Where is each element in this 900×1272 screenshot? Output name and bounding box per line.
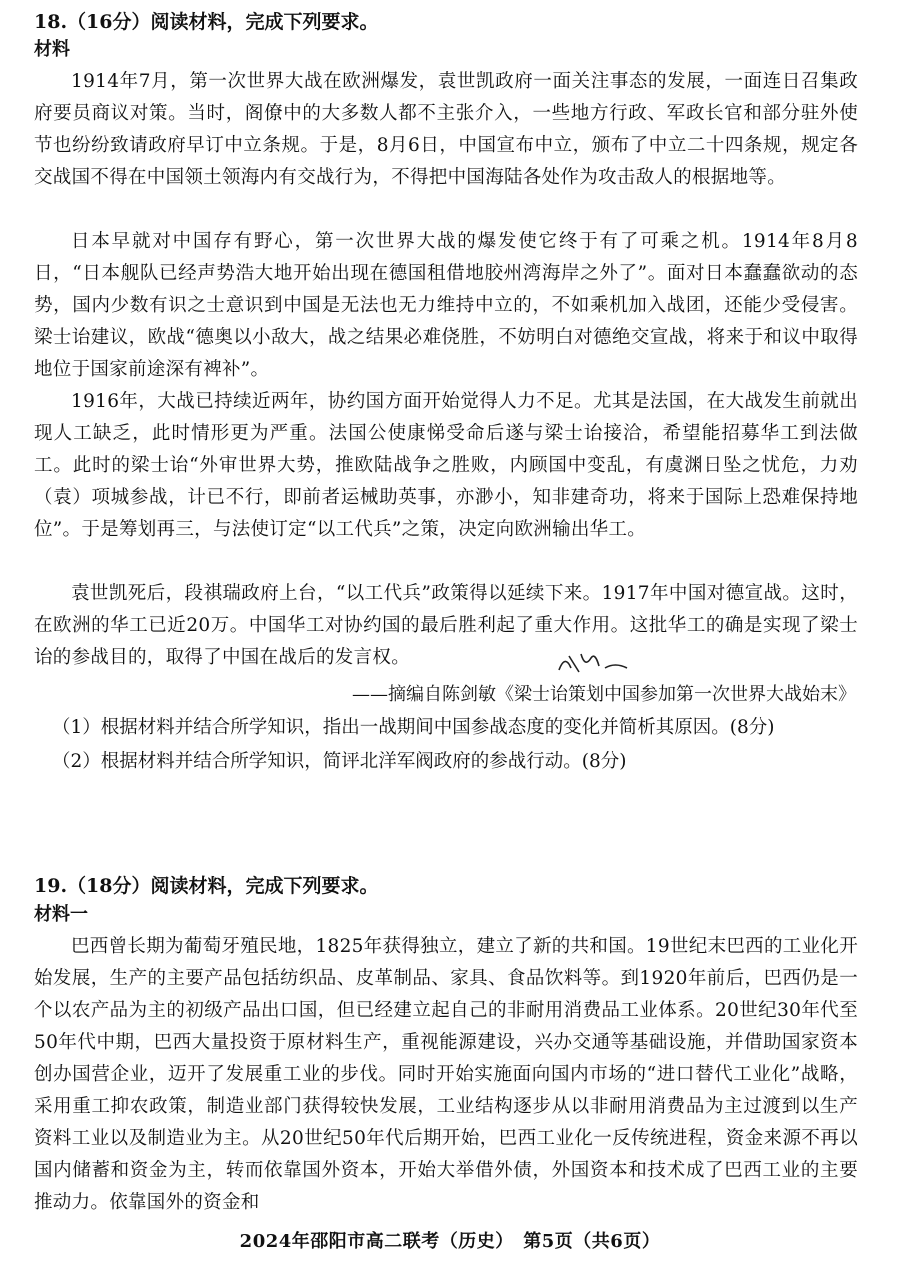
question-18-material-label: 材料 (34, 39, 70, 60)
handwritten-scribble-icon (555, 648, 635, 678)
q18-paragraph-2: 日本早就对中国存有野心，第一次世界大战的爆发使它终于有了可乘之机。1914年8月8日，“日本舰队已经声势浩大地开始出现在德国租借地胶州湾海岸之外了”。面对日本蠢蠢欲动的态势，国内少数有识之士意识到中国是无法也无力维持中立的，不如乘机加入战团，还能少受侵害。梁士诒建议，欧战“德奥以小敌大，战之结果必难侥胜，不妨明白对德绝交宣战，将来于和议中取得地位于国家前途深有裨补”。 (34, 231, 858, 380)
question-19-heading: 19.（18分）阅读材料，完成下列要求。 (34, 875, 379, 897)
question-18-heading: 18.（16分）阅读材料，完成下列要求。 (34, 11, 379, 33)
q18-paragraph-4: 袁世凯死后，段祺瑞政府上台，“以工代兵”政策得以延续下来。1917年中国对德宣战。这时，在欧洲的华工已近20万。中国华工对协约国的最后胜利起了重大作用。这批华工的确是实现了梁士诒的参战目的，取得了中国在战后的发言权。 (34, 583, 858, 668)
q18-paragraph-1: 1914年7月，第一次世界大战在欧洲爆发，袁世凯政府一面关注事态的发展，一面连日召集政府要员商议对策。当时，阁僚中的大多数人都不主张介入，一些地方行政、军政长官和部分驻外使节也纷纷致请政府早订中立条规。于是，8月6日，中国宣布中立，颁布了中立二十四条规，规定各交战国不得在中国领土领海内有交战行为，不得把中国海陆各处作为攻击敌人的根据地等。 (34, 71, 858, 188)
question-19-material-label: 材料一 (34, 904, 88, 925)
q18-subquestion-1: （1）根据材料并结合所学知识，指出一战期间中国参战态度的变化并简析其原因。(8分) (52, 717, 775, 738)
page-footer: 2024年邵阳市高二联考（历史） 第5页（共6页） (239, 1231, 661, 1252)
q18-paragraph-3: 1916年，大战已持续近两年，协约国方面开始觉得人力不足。尤其是法国，在大战发生前就出现人工缺乏，此时情形更为严重。法国公使康悌受命后遂与梁士诒接洽，希望能招募华工到法做工。此时的梁士诒“外审世界大势，推欧陆战争之胜败，内顾国中变乱，有虞渊日坠之忧危，力劝（袁）项城参战，计已不行，即前者运械助英事，亦渺小，知非建奇功，将来于国际上恐难保持地位”。于是筹划再三，与法使订定“以工代兵”之策，决定向欧洲输出华工。 (34, 391, 858, 540)
q19-paragraph-1: 巴西曾长期为葡萄牙殖民地，1825年获得独立，建立了新的共和国。19世纪末巴西的工业化开始发展，生产的主要产品包括纺织品、皮革制品、家具、食品饮料等。到1920年前后，巴西仍是一个以农产品为主的初级产品出口国，但已经建立起自己的非耐用消费品工业体系。20世纪30年代至50年代中期，巴西大量投资于原材料生产，重视能源建设，兴办交通等基础设施，并借助国家资本创办国营企业，迈开了发展重工业的步伐。同时开始实施面向国内市场的“进口替代工业化”战略，采用重工抑农政策，制造业部门获得较快发展，工业结构逐步从以非耐用消费品为主过渡到以生产资料工业以及制造业为主。从20世纪50年代后期开始，巴西工业化一反传统进程，资金来源不再以国内储蓄和资金为主，转而依靠国外资本，开始大举借外债，外国资本和技术成了巴西工业的主要推动力。依靠国外的资金和 (34, 936, 858, 1213)
q18-source-citation: ——摘编自陈剑敏《梁士诒策划中国参加第一次世界大战始末》 (352, 684, 856, 705)
q18-subquestion-2: （2）根据材料并结合所学知识，简评北洋军阀政府的参战行动。(8分) (52, 751, 627, 772)
